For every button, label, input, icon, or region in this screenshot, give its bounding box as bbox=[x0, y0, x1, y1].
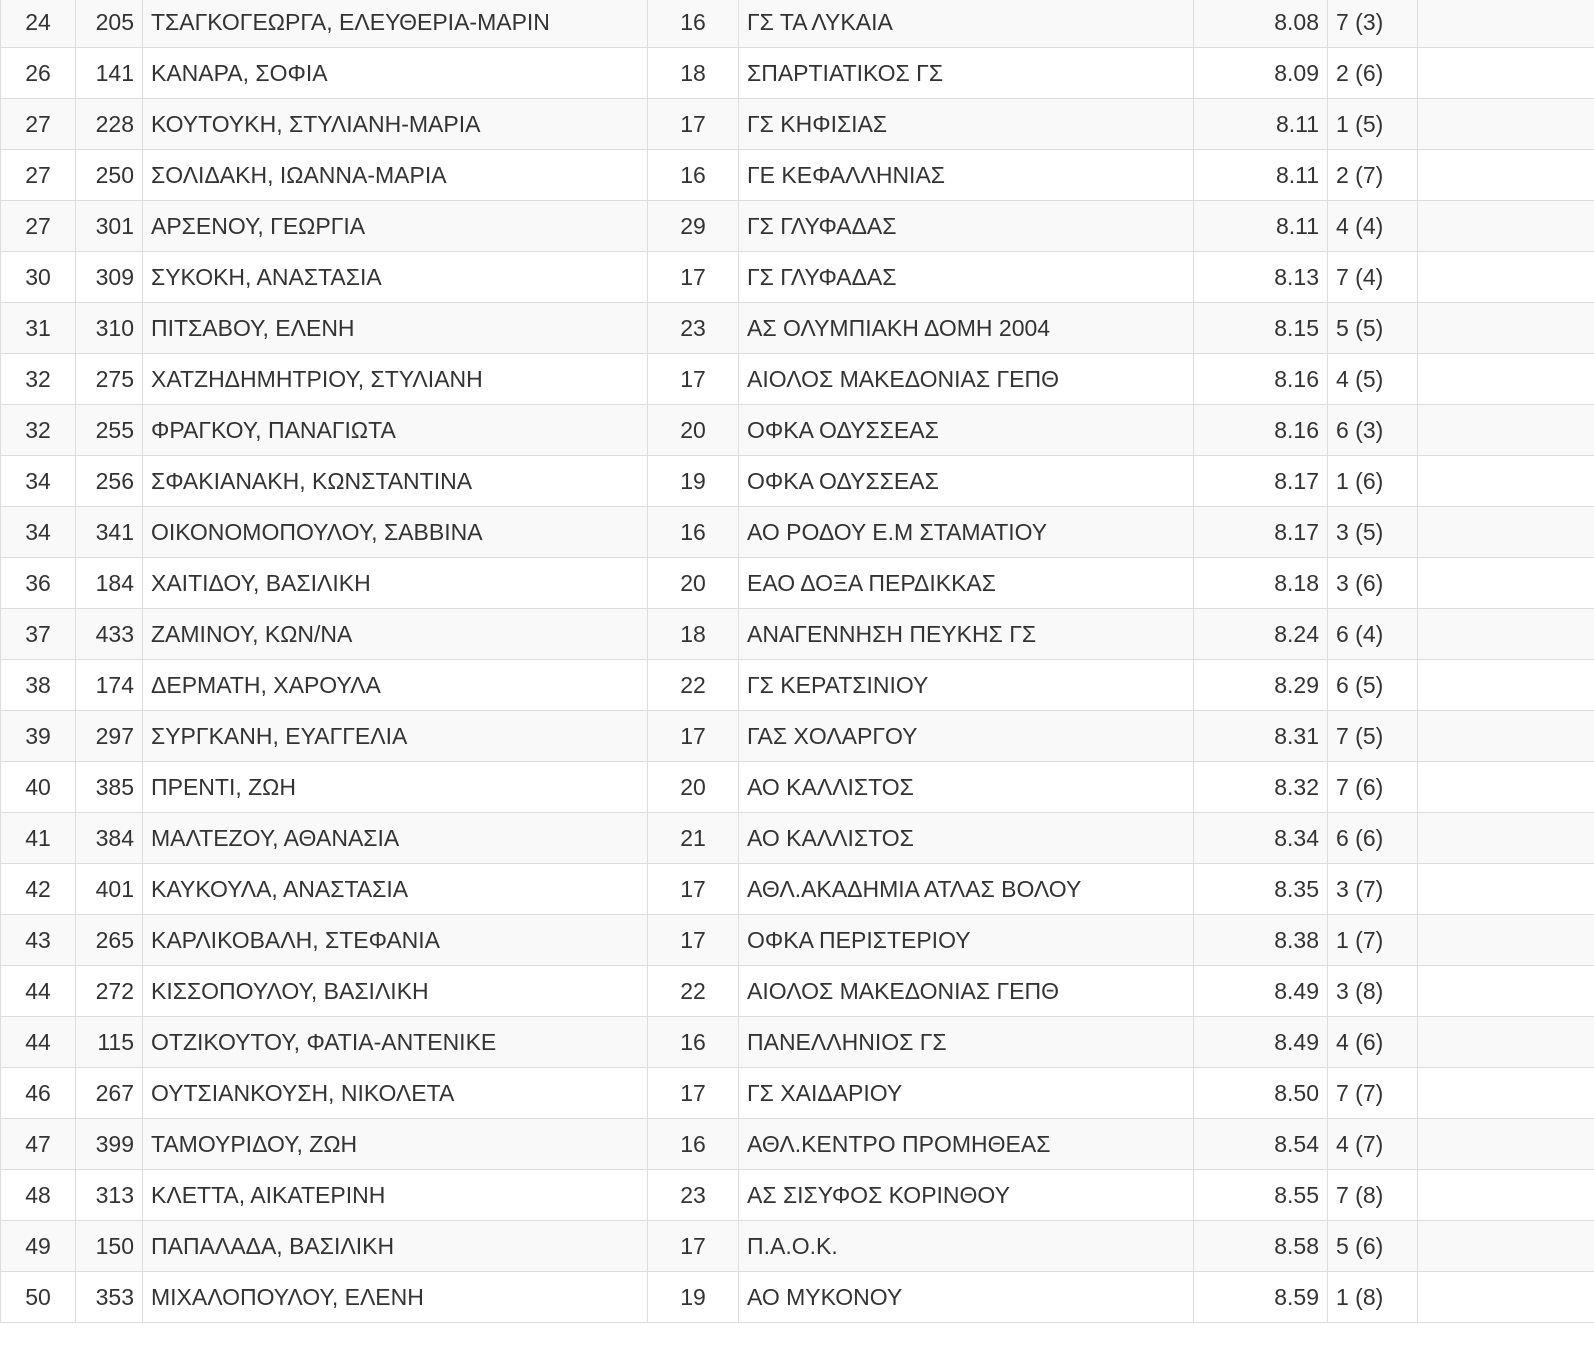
rank-cell: 32 bbox=[1, 405, 76, 456]
rank-cell: 48 bbox=[1, 1170, 76, 1221]
empty-cell bbox=[1418, 711, 1594, 762]
athlete-name-cell: ΚΛΕΤΤΑ, ΑΙΚΑΤΕΡΙΝΗ bbox=[143, 1170, 648, 1221]
rank-cell: 37 bbox=[1, 609, 76, 660]
time-cell: 8.11 bbox=[1194, 99, 1328, 150]
table-row bbox=[1, 1017, 1594, 1068]
time-cell: 8.13 bbox=[1194, 252, 1328, 303]
table-row bbox=[1, 864, 1594, 915]
empty-cell bbox=[1418, 99, 1594, 150]
heat-lane-cell: 6 (3) bbox=[1328, 405, 1418, 456]
bib-cell: 310 bbox=[76, 303, 143, 354]
athlete-name-cell: ΣΥΚΟΚΗ, ΑΝΑΣΤΑΣΙΑ bbox=[143, 252, 648, 303]
rank-cell: 43 bbox=[1, 915, 76, 966]
athlete-name-cell: ΟΥΤΣΙΑΝΚΟΥΣΗ, ΝΙΚΟΛΕΤΑ bbox=[143, 1068, 648, 1119]
results-table-body bbox=[1, 0, 1594, 1323]
empty-cell bbox=[1418, 252, 1594, 303]
age-cell: 16 bbox=[648, 150, 739, 201]
bib-cell: 401 bbox=[76, 864, 143, 915]
time-cell: 8.49 bbox=[1194, 1017, 1328, 1068]
rank-cell: 46 bbox=[1, 1068, 76, 1119]
table-row bbox=[1, 762, 1594, 813]
rank-cell: 34 bbox=[1, 507, 76, 558]
rank-cell: 26 bbox=[1, 48, 76, 99]
time-cell: 8.24 bbox=[1194, 609, 1328, 660]
heat-lane-cell: 3 (6) bbox=[1328, 558, 1418, 609]
club-cell: ΑΙΟΛΟΣ ΜΑΚΕΔΟΝΙΑΣ ΓΕΠΘ bbox=[739, 354, 1194, 405]
athlete-name-cell: ΚΟΥΤΟΥΚΗ, ΣΤΥΛΙΑΝΗ-ΜΑΡΙΑ bbox=[143, 99, 648, 150]
club-cell: ΟΦΚΑ ΟΔΥΣΣΕΑΣ bbox=[739, 405, 1194, 456]
time-cell: 8.49 bbox=[1194, 966, 1328, 1017]
athlete-name-cell: ΣΦΑΚΙΑΝΑΚΗ, ΚΩΝΣΤΑΝΤΙΝΑ bbox=[143, 456, 648, 507]
time-cell: 8.38 bbox=[1194, 915, 1328, 966]
rank-cell: 42 bbox=[1, 864, 76, 915]
table-row bbox=[1, 507, 1594, 558]
age-cell: 17 bbox=[648, 252, 739, 303]
club-cell: ΓΣ ΤΑ ΛΥΚΑΙΑ bbox=[739, 0, 1194, 48]
bib-cell: 184 bbox=[76, 558, 143, 609]
empty-cell bbox=[1418, 48, 1594, 99]
time-cell: 8.15 bbox=[1194, 303, 1328, 354]
club-cell: ΑΟ ΚΑΛΛΙΣΤΟΣ bbox=[739, 762, 1194, 813]
table-row bbox=[1, 303, 1594, 354]
bib-cell: 115 bbox=[76, 1017, 143, 1068]
rank-cell: 47 bbox=[1, 1119, 76, 1170]
heat-lane-cell: 7 (7) bbox=[1328, 1068, 1418, 1119]
empty-cell bbox=[1418, 303, 1594, 354]
age-cell: 16 bbox=[648, 507, 739, 558]
table-row bbox=[1, 201, 1594, 252]
club-cell: ΓΣ ΓΛΥΦΑΔΑΣ bbox=[739, 201, 1194, 252]
age-cell: 21 bbox=[648, 813, 739, 864]
age-cell: 19 bbox=[648, 1272, 739, 1323]
club-cell: ΟΦΚΑ ΠΕΡΙΣΤΕΡΙΟΥ bbox=[739, 915, 1194, 966]
athlete-name-cell: ΣΥΡΓΚΑΝΗ, ΕΥΑΓΓΕΛΙΑ bbox=[143, 711, 648, 762]
table-row bbox=[1, 252, 1594, 303]
age-cell: 17 bbox=[648, 864, 739, 915]
club-cell: ΑΟ ΜΥΚΟΝΟΥ bbox=[739, 1272, 1194, 1323]
athlete-name-cell: ΚΑΡΛΙΚΟΒΑΛΗ, ΣΤΕΦΑΝΙΑ bbox=[143, 915, 648, 966]
table-row bbox=[1, 354, 1594, 405]
empty-cell bbox=[1418, 354, 1594, 405]
time-cell: 8.50 bbox=[1194, 1068, 1328, 1119]
bib-cell: 384 bbox=[76, 813, 143, 864]
heat-lane-cell: 4 (4) bbox=[1328, 201, 1418, 252]
empty-cell bbox=[1418, 0, 1594, 48]
bib-cell: 256 bbox=[76, 456, 143, 507]
bib-cell: 313 bbox=[76, 1170, 143, 1221]
rank-cell: 34 bbox=[1, 456, 76, 507]
table-row bbox=[1, 558, 1594, 609]
age-cell: 20 bbox=[648, 558, 739, 609]
bib-cell: 385 bbox=[76, 762, 143, 813]
empty-cell bbox=[1418, 558, 1594, 609]
heat-lane-cell: 2 (6) bbox=[1328, 48, 1418, 99]
table-row bbox=[1, 99, 1594, 150]
time-cell: 8.59 bbox=[1194, 1272, 1328, 1323]
bib-cell: 301 bbox=[76, 201, 143, 252]
bib-cell: 255 bbox=[76, 405, 143, 456]
rank-cell: 32 bbox=[1, 354, 76, 405]
bib-cell: 250 bbox=[76, 150, 143, 201]
athlete-name-cell: ΚΑΥΚΟΥΛΑ, ΑΝΑΣΤΑΣΙΑ bbox=[143, 864, 648, 915]
club-cell: ΑΣ ΟΛΥΜΠΙΑΚΗ ΔΟΜΗ 2004 bbox=[739, 303, 1194, 354]
empty-cell bbox=[1418, 150, 1594, 201]
rank-cell: 31 bbox=[1, 303, 76, 354]
athlete-name-cell: ΑΡΣΕΝΟΥ, ΓΕΩΡΓΙΑ bbox=[143, 201, 648, 252]
heat-lane-cell: 3 (7) bbox=[1328, 864, 1418, 915]
empty-cell bbox=[1418, 762, 1594, 813]
heat-lane-cell: 4 (5) bbox=[1328, 354, 1418, 405]
time-cell: 8.29 bbox=[1194, 660, 1328, 711]
table-row bbox=[1, 0, 1594, 48]
athlete-name-cell: ΜΙΧΑΛΟΠΟΥΛΟΥ, ΕΛΕΝΗ bbox=[143, 1272, 648, 1323]
age-cell: 17 bbox=[648, 711, 739, 762]
empty-cell bbox=[1418, 201, 1594, 252]
athlete-name-cell: ΜΑΛΤΕΖΟΥ, ΑΘΑΝΑΣΙΑ bbox=[143, 813, 648, 864]
heat-lane-cell: 7 (5) bbox=[1328, 711, 1418, 762]
table-row bbox=[1, 1119, 1594, 1170]
bib-cell: 150 bbox=[76, 1221, 143, 1272]
club-cell: ΓΑΣ ΧΟΛΑΡΓΟΥ bbox=[739, 711, 1194, 762]
club-cell: ΑΝΑΓΕΝΝΗΣΗ ΠΕΥΚΗΣ ΓΣ bbox=[739, 609, 1194, 660]
heat-lane-cell: 1 (5) bbox=[1328, 99, 1418, 150]
rank-cell: 49 bbox=[1, 1221, 76, 1272]
bib-cell: 309 bbox=[76, 252, 143, 303]
age-cell: 20 bbox=[648, 405, 739, 456]
empty-cell bbox=[1418, 507, 1594, 558]
time-cell: 8.11 bbox=[1194, 201, 1328, 252]
bib-cell: 265 bbox=[76, 915, 143, 966]
time-cell: 8.17 bbox=[1194, 456, 1328, 507]
age-cell: 17 bbox=[648, 1221, 739, 1272]
heat-lane-cell: 6 (4) bbox=[1328, 609, 1418, 660]
age-cell: 17 bbox=[648, 1068, 739, 1119]
rank-cell: 44 bbox=[1, 1017, 76, 1068]
age-cell: 18 bbox=[648, 609, 739, 660]
club-cell: ΕΑΟ ΔΟΞΑ ΠΕΡΔΙΚΚΑΣ bbox=[739, 558, 1194, 609]
empty-cell bbox=[1418, 813, 1594, 864]
bib-cell: 275 bbox=[76, 354, 143, 405]
club-cell: ΓΣ ΧΑΙΔΑΡΙΟΥ bbox=[739, 1068, 1194, 1119]
table-row bbox=[1, 660, 1594, 711]
time-cell: 8.11 bbox=[1194, 150, 1328, 201]
heat-lane-cell: 7 (6) bbox=[1328, 762, 1418, 813]
heat-lane-cell: 7 (3) bbox=[1328, 0, 1418, 48]
heat-lane-cell: 1 (6) bbox=[1328, 456, 1418, 507]
time-cell: 8.55 bbox=[1194, 1170, 1328, 1221]
table-row bbox=[1, 1068, 1594, 1119]
empty-cell bbox=[1418, 1119, 1594, 1170]
age-cell: 29 bbox=[648, 201, 739, 252]
age-cell: 23 bbox=[648, 303, 739, 354]
time-cell: 8.32 bbox=[1194, 762, 1328, 813]
bib-cell: 174 bbox=[76, 660, 143, 711]
age-cell: 16 bbox=[648, 1119, 739, 1170]
heat-lane-cell: 5 (5) bbox=[1328, 303, 1418, 354]
bib-cell: 141 bbox=[76, 48, 143, 99]
time-cell: 8.58 bbox=[1194, 1221, 1328, 1272]
table-row bbox=[1, 609, 1594, 660]
heat-lane-cell: 1 (8) bbox=[1328, 1272, 1418, 1323]
table-row bbox=[1, 1221, 1594, 1272]
heat-lane-cell: 4 (6) bbox=[1328, 1017, 1418, 1068]
empty-cell bbox=[1418, 1221, 1594, 1272]
age-cell: 17 bbox=[648, 99, 739, 150]
time-cell: 8.54 bbox=[1194, 1119, 1328, 1170]
club-cell: ΑΘΛ.ΑΚΑΔΗΜΙΑ ΑΤΛΑΣ ΒΟΛΟΥ bbox=[739, 864, 1194, 915]
athlete-name-cell: ΚΙΣΣΟΠΟΥΛΟΥ, ΒΑΣΙΛΙΚΗ bbox=[143, 966, 648, 1017]
club-cell: ΑΟ ΡΟΔΟΥ Ε.Μ ΣΤΑΜΑΤΙΟΥ bbox=[739, 507, 1194, 558]
club-cell: ΓΕ ΚΕΦΑΛΛΗΝΙΑΣ bbox=[739, 150, 1194, 201]
athlete-name-cell: ΧΑΙΤΙΔΟΥ, ΒΑΣΙΛΙΚΗ bbox=[143, 558, 648, 609]
table-row bbox=[1, 1272, 1594, 1323]
heat-lane-cell: 6 (5) bbox=[1328, 660, 1418, 711]
time-cell: 8.08 bbox=[1194, 0, 1328, 48]
age-cell: 20 bbox=[648, 762, 739, 813]
age-cell: 16 bbox=[648, 1017, 739, 1068]
heat-lane-cell: 5 (6) bbox=[1328, 1221, 1418, 1272]
rank-cell: 50 bbox=[1, 1272, 76, 1323]
rank-cell: 39 bbox=[1, 711, 76, 762]
bib-cell: 228 bbox=[76, 99, 143, 150]
club-cell: ΑΘΛ.ΚΕΝΤΡΟ ΠΡΟΜΗΘΕΑΣ bbox=[739, 1119, 1194, 1170]
heat-lane-cell: 1 (7) bbox=[1328, 915, 1418, 966]
age-cell: 18 bbox=[648, 48, 739, 99]
rank-cell: 27 bbox=[1, 150, 76, 201]
table-row bbox=[1, 405, 1594, 456]
heat-lane-cell: 3 (5) bbox=[1328, 507, 1418, 558]
club-cell: ΟΦΚΑ ΟΔΥΣΣΕΑΣ bbox=[739, 456, 1194, 507]
athlete-name-cell: ΤΣΑΓΚΟΓΕΩΡΓΑ, ΕΛΕΥΘΕΡΙΑ-ΜΑΡΙΝ bbox=[143, 0, 648, 48]
age-cell: 17 bbox=[648, 354, 739, 405]
age-cell: 16 bbox=[648, 0, 739, 48]
rank-cell: 41 bbox=[1, 813, 76, 864]
rank-cell: 44 bbox=[1, 966, 76, 1017]
bib-cell: 353 bbox=[76, 1272, 143, 1323]
time-cell: 8.09 bbox=[1194, 48, 1328, 99]
rank-cell: 40 bbox=[1, 762, 76, 813]
club-cell: ΣΠΑΡΤΙΑΤΙΚΟΣ ΓΣ bbox=[739, 48, 1194, 99]
athlete-name-cell: ΚΑΝΑΡΑ, ΣΟΦΙΑ bbox=[143, 48, 648, 99]
bib-cell: 205 bbox=[76, 0, 143, 48]
athlete-name-cell: ΧΑΤΖΗΔΗΜΗΤΡΙΟΥ, ΣΤΥΛΙΑΝΗ bbox=[143, 354, 648, 405]
club-cell: ΓΣ ΚΗΦΙΣΙΑΣ bbox=[739, 99, 1194, 150]
table-row bbox=[1, 966, 1594, 1017]
age-cell: 17 bbox=[648, 915, 739, 966]
heat-lane-cell: 3 (8) bbox=[1328, 966, 1418, 1017]
rank-cell: 27 bbox=[1, 99, 76, 150]
empty-cell bbox=[1418, 864, 1594, 915]
empty-cell bbox=[1418, 915, 1594, 966]
time-cell: 8.16 bbox=[1194, 405, 1328, 456]
table-row bbox=[1, 456, 1594, 507]
heat-lane-cell: 6 (6) bbox=[1328, 813, 1418, 864]
table-row bbox=[1, 915, 1594, 966]
time-cell: 8.16 bbox=[1194, 354, 1328, 405]
athlete-name-cell: ΠΙΤΣΑΒΟΥ, ΕΛΕΝΗ bbox=[143, 303, 648, 354]
rank-cell: 30 bbox=[1, 252, 76, 303]
athlete-name-cell: ΖΑΜΙΝΟΥ, ΚΩΝ/ΝΑ bbox=[143, 609, 648, 660]
age-cell: 23 bbox=[648, 1170, 739, 1221]
empty-cell bbox=[1418, 1017, 1594, 1068]
time-cell: 8.31 bbox=[1194, 711, 1328, 762]
empty-cell bbox=[1418, 609, 1594, 660]
club-cell: ΓΣ ΚΕΡΑΤΣΙΝΙΟΥ bbox=[739, 660, 1194, 711]
heat-lane-cell: 2 (7) bbox=[1328, 150, 1418, 201]
empty-cell bbox=[1418, 1170, 1594, 1221]
heat-lane-cell: 4 (7) bbox=[1328, 1119, 1418, 1170]
bib-cell: 267 bbox=[76, 1068, 143, 1119]
club-cell: ΓΣ ΓΛΥΦΑΔΑΣ bbox=[739, 252, 1194, 303]
rank-cell: 24 bbox=[1, 0, 76, 48]
bib-cell: 272 bbox=[76, 966, 143, 1017]
bib-cell: 341 bbox=[76, 507, 143, 558]
bib-cell: 399 bbox=[76, 1119, 143, 1170]
rank-cell: 27 bbox=[1, 201, 76, 252]
time-cell: 8.34 bbox=[1194, 813, 1328, 864]
club-cell: ΑΙΟΛΟΣ ΜΑΚΕΔΟΝΙΑΣ ΓΕΠΘ bbox=[739, 966, 1194, 1017]
athlete-name-cell: ΦΡΑΓΚΟΥ, ΠΑΝΑΓΙΩΤΑ bbox=[143, 405, 648, 456]
empty-cell bbox=[1418, 405, 1594, 456]
athlete-name-cell: ΔΕΡΜΑΤΗ, ΧΑΡΟΥΛΑ bbox=[143, 660, 648, 711]
club-cell: ΑΣ ΣΙΣΥΦΟΣ ΚΟΡΙΝΘΟΥ bbox=[739, 1170, 1194, 1221]
time-cell: 8.35 bbox=[1194, 864, 1328, 915]
age-cell: 19 bbox=[648, 456, 739, 507]
athlete-name-cell: ΟΙΚΟΝΟΜΟΠΟΥΛΟΥ, ΣΑΒΒΙΝΑ bbox=[143, 507, 648, 558]
table-row bbox=[1, 711, 1594, 762]
empty-cell bbox=[1418, 1068, 1594, 1119]
table-row bbox=[1, 48, 1594, 99]
athlete-name-cell: ΠΑΠΑΛΑΔΑ, ΒΑΣΙΛΙΚΗ bbox=[143, 1221, 648, 1272]
empty-cell bbox=[1418, 966, 1594, 1017]
bib-cell: 433 bbox=[76, 609, 143, 660]
age-cell: 22 bbox=[648, 660, 739, 711]
club-cell: ΑΟ ΚΑΛΛΙΣΤΟΣ bbox=[739, 813, 1194, 864]
empty-cell bbox=[1418, 1272, 1594, 1323]
empty-cell bbox=[1418, 456, 1594, 507]
athlete-name-cell: ΟΤΖΙΚΟΥΤΟΥ, ΦΑΤΙΑ-ΑΝΤΕΝΙΚΕ bbox=[143, 1017, 648, 1068]
age-cell: 22 bbox=[648, 966, 739, 1017]
heat-lane-cell: 7 (4) bbox=[1328, 252, 1418, 303]
bib-cell: 297 bbox=[76, 711, 143, 762]
athlete-name-cell: ΠΡΕΝΤΙ, ΖΩΗ bbox=[143, 762, 648, 813]
rank-cell: 38 bbox=[1, 660, 76, 711]
time-cell: 8.18 bbox=[1194, 558, 1328, 609]
athlete-name-cell: ΤΑΜΟΥΡΙΔΟΥ, ΖΩΗ bbox=[143, 1119, 648, 1170]
athlete-name-cell: ΣΟΛΙΔΑΚΗ, ΙΩΑΝΝΑ-ΜΑΡΙΑ bbox=[143, 150, 648, 201]
table-row bbox=[1, 813, 1594, 864]
table-row bbox=[1, 150, 1594, 201]
club-cell: Π.Α.Ο.Κ. bbox=[739, 1221, 1194, 1272]
time-cell: 8.17 bbox=[1194, 507, 1328, 558]
club-cell: ΠΑΝΕΛΛΗΝΙΟΣ ΓΣ bbox=[739, 1017, 1194, 1068]
empty-cell bbox=[1418, 660, 1594, 711]
heat-lane-cell: 7 (8) bbox=[1328, 1170, 1418, 1221]
table-row bbox=[1, 1170, 1594, 1221]
rank-cell: 36 bbox=[1, 558, 76, 609]
